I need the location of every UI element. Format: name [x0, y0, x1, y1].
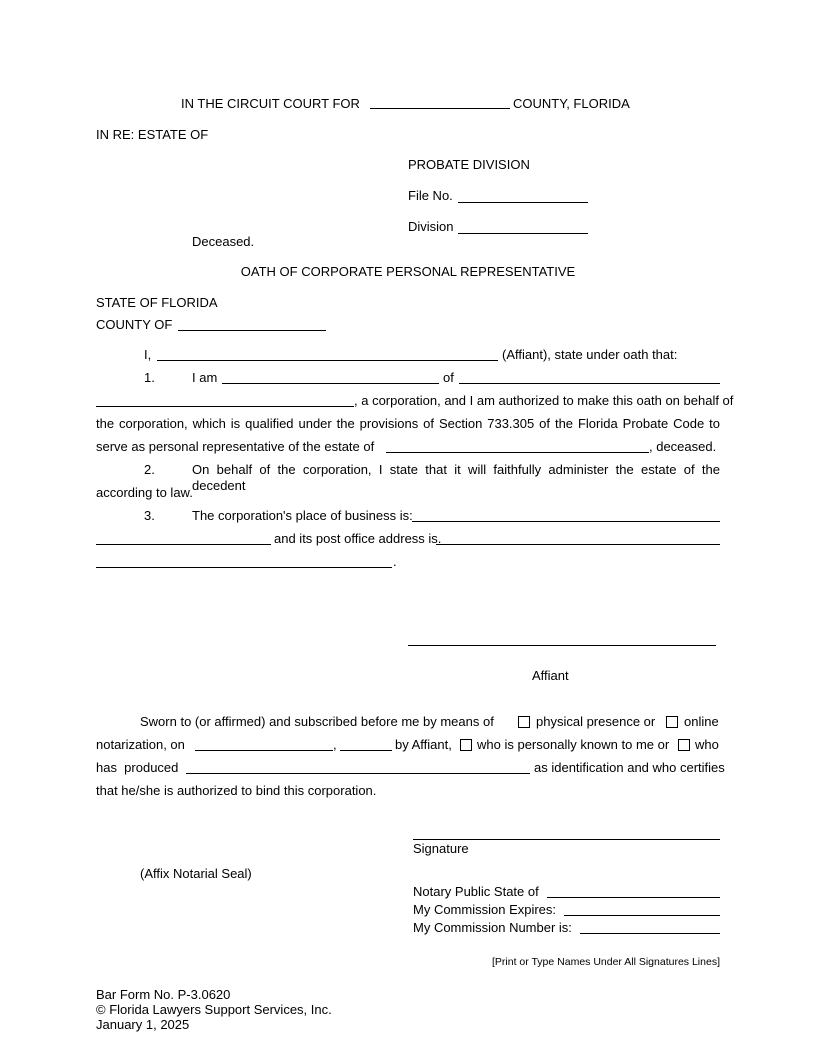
probate-division-label: PROBATE DIVISION	[408, 157, 530, 172]
paragraph-1-number: 1.	[144, 370, 155, 385]
corporation-name-blank-1[interactable]	[459, 383, 720, 384]
paragraph-2-number: 2.	[144, 462, 155, 477]
decedent-name-blank[interactable]	[386, 452, 649, 453]
form-date: January 1, 2025	[96, 1017, 190, 1032]
produced-id-checkbox[interactable]	[678, 739, 690, 751]
paragraph-1-estate-label: serve as personal representative of the estate of	[96, 439, 375, 454]
notarization-date-blank[interactable]	[195, 750, 333, 751]
deceased-label: Deceased.	[192, 234, 255, 249]
affiant-title-blank[interactable]	[222, 383, 439, 384]
file-no-label: File No.	[408, 188, 453, 203]
notarial-seal-label: (Affix Notarial Seal)	[140, 866, 252, 881]
division-label: Division	[408, 219, 454, 234]
copyright-notice: © Florida Lawyers Support Services, Inc.	[96, 1002, 332, 1017]
personally-known-label: who is personally known to me or	[477, 737, 670, 752]
business-address-blank-2[interactable]	[96, 544, 271, 545]
online-notarization-checkbox[interactable]	[666, 716, 678, 728]
print-names-note: [Print or Type Names Under All Signatures Lines]	[491, 956, 720, 968]
jurat-line-1-text: Sworn to (or affirmed) and subscribed before me by means of	[140, 714, 494, 729]
file-no-blank[interactable]	[458, 202, 588, 203]
affiant-intro-rest: (Affiant), state under oath that:	[502, 347, 678, 362]
affiant-signature-line[interactable]	[408, 645, 716, 646]
by-affiant-label: by Affiant,	[395, 737, 452, 752]
affiant-intro-i: I,	[144, 347, 152, 362]
court-suffix: COUNTY, FLORIDA	[513, 96, 630, 111]
commission-expires-label: My Commission Expires:	[413, 902, 557, 917]
paragraph-1-of: of	[443, 370, 454, 385]
paragraph-3-end: .	[393, 554, 397, 569]
has-produced-label: has produced	[96, 760, 179, 775]
notarization-on-label: notarization, on	[96, 737, 185, 752]
paragraph-3-number: 3.	[144, 508, 155, 523]
po-address-blank-2[interactable]	[96, 567, 392, 568]
commission-expires-blank[interactable]	[564, 915, 720, 916]
commission-number-label: My Commission Number is:	[413, 920, 572, 935]
venue-county-blank[interactable]	[178, 330, 326, 331]
paragraph-1-corp-text: , a corporation, and I am authorized to make this oath on behalf of	[354, 393, 734, 408]
affiant-label: Affiant	[532, 668, 569, 683]
online-label: online	[684, 714, 719, 729]
paragraph-2-line-1: On behalf of the corporation, I state that it will faithfully administer the estate of the decedent	[192, 462, 720, 493]
notarization-date-comma: ,	[333, 737, 337, 752]
affiant-name-blank[interactable]	[157, 360, 498, 361]
document-title: OATH OF CORPORATE PERSONAL REPRESENTATIVE	[240, 264, 576, 279]
notary-state-blank[interactable]	[547, 897, 720, 898]
county-name-blank[interactable]	[370, 108, 510, 109]
paragraph-3-po-label: and its post office address is.	[274, 531, 442, 546]
form-number: Bar Form No. P-3.0620	[96, 987, 231, 1002]
paragraph-2-line-2: according to law.	[96, 485, 193, 500]
court-prefix: IN THE CIRCUIT COURT FOR	[181, 96, 360, 111]
physical-presence-checkbox[interactable]	[518, 716, 530, 728]
corporation-name-blank-2[interactable]	[96, 406, 354, 407]
physical-presence-label: physical presence or	[536, 714, 656, 729]
paragraph-1-line-3: the corporation, which is qualified under the provisions of Section 733.305 of the Florida Probate Code to	[96, 416, 720, 431]
identification-blank[interactable]	[186, 773, 530, 774]
personally-known-checkbox[interactable]	[460, 739, 472, 751]
commission-number-blank[interactable]	[580, 933, 720, 934]
division-blank[interactable]	[458, 233, 588, 234]
business-address-blank-1[interactable]	[412, 521, 720, 522]
who-label: who	[695, 737, 719, 752]
paragraph-1-deceased: , deceased.	[649, 439, 717, 454]
paragraph-1-i-am: I am	[192, 370, 218, 385]
venue-county-label: COUNTY OF	[96, 317, 173, 332]
po-address-blank-1[interactable]	[436, 544, 720, 545]
signature-label: Signature	[413, 841, 469, 856]
notarization-year-blank[interactable]	[340, 750, 392, 751]
jurat-line-4: that he/she is authorized to bind this corporation.	[96, 783, 377, 798]
paragraph-3-business-label: The corporation's place of business is:	[192, 508, 413, 523]
notary-signature-line[interactable]	[413, 839, 720, 840]
notary-state-label: Notary Public State of	[413, 884, 539, 899]
venue-state: STATE OF FLORIDA	[96, 295, 218, 310]
identification-label: as identification and who certifies	[534, 760, 725, 775]
in-re-estate-label: IN RE: ESTATE OF	[96, 127, 209, 142]
